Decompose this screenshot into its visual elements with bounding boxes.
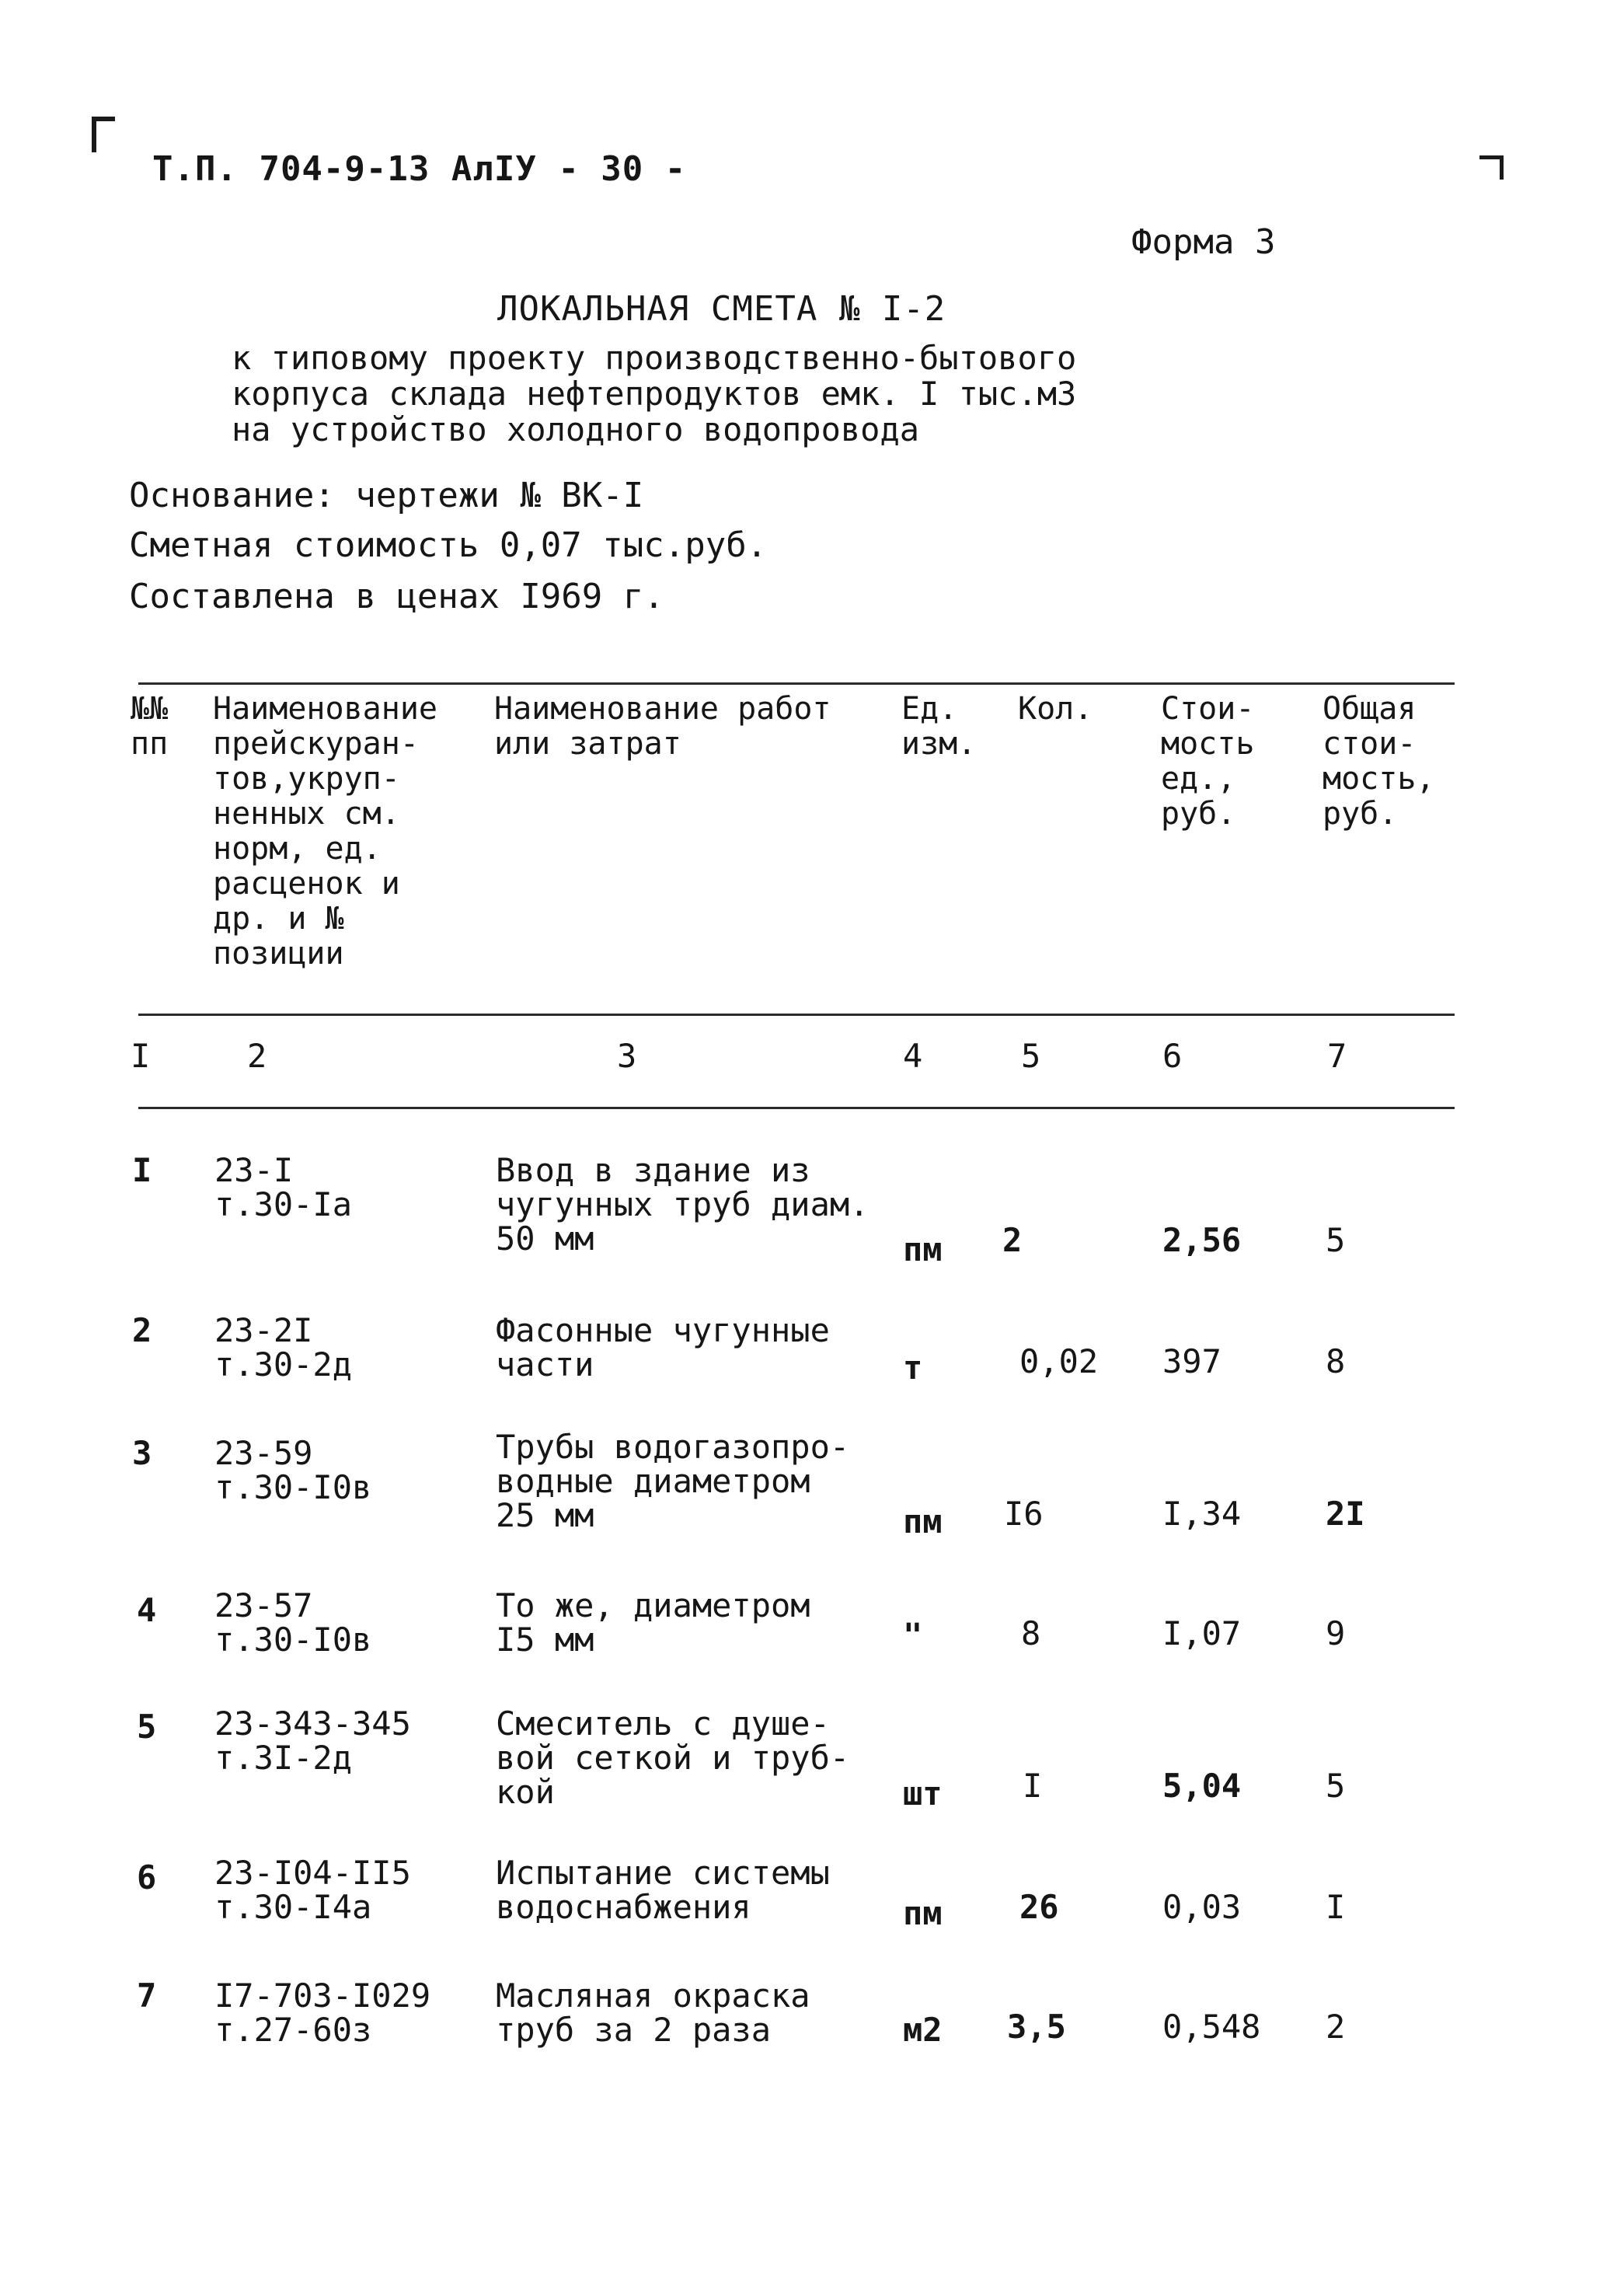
row-number: 3 bbox=[132, 1434, 152, 1472]
price-list-code: 23-2I т.30-2д bbox=[214, 1311, 353, 1384]
unit-cost: 0,03 bbox=[1162, 1888, 1242, 1926]
unit: м2 bbox=[903, 2011, 943, 2049]
total-cost: 5 bbox=[1326, 1221, 1346, 1259]
header-unit: Ед. изм. bbox=[901, 691, 977, 762]
column-number: 5 bbox=[1021, 1037, 1041, 1075]
unit-cost: 0,548 bbox=[1162, 2008, 1261, 2046]
unit-cost: 5,04 bbox=[1162, 1767, 1242, 1805]
document-subtitle bbox=[232, 340, 1076, 448]
row-number: I bbox=[132, 1151, 152, 1189]
document-title: ЛОКАЛЬНАЯ СМЕТА № I-2 bbox=[497, 289, 946, 329]
column-number: 4 bbox=[903, 1037, 923, 1075]
basis-line: Основание: чертежи № ВК-I bbox=[129, 476, 644, 515]
quantity: I6 bbox=[1004, 1495, 1044, 1533]
column-number: 7 bbox=[1327, 1037, 1347, 1075]
work-name: То же, диаметром I5 мм bbox=[496, 1586, 810, 1659]
quantity: 3,5 bbox=[1007, 2008, 1066, 2046]
price-level-line: Составлена в ценах I969 г. bbox=[129, 577, 664, 616]
header-bottom-rule bbox=[138, 1014, 1455, 1016]
unit: пм bbox=[903, 1502, 943, 1541]
subtitle-line: к типовому проекту производственно-бытового bbox=[232, 339, 1077, 377]
table-top-rule bbox=[138, 682, 1455, 685]
unit-cost: I,07 bbox=[1162, 1614, 1242, 1652]
unit: " bbox=[903, 1616, 923, 1654]
work-name: Ввод в здание из чугунных труб диам. 50 мм bbox=[496, 1151, 869, 1258]
total-cost: 5 bbox=[1326, 1767, 1346, 1805]
header-total-cost: Общая стои- мость, руб. bbox=[1323, 691, 1435, 832]
estimated-cost-line: Сметная стоимость 0,07 тыс.руб. bbox=[129, 525, 768, 565]
header-quantity: Кол. bbox=[1018, 691, 1093, 727]
subtitle-line: корпуса склада нефтепродуктов емк. I тыс.м3 bbox=[232, 375, 1077, 413]
header-unit-cost: Стои- мость ед., руб. bbox=[1161, 691, 1255, 832]
unit-cost: 397 bbox=[1162, 1342, 1221, 1380]
total-cost: 8 bbox=[1326, 1342, 1346, 1380]
corner-mark-top-left bbox=[92, 117, 115, 152]
row-number: 5 bbox=[137, 1708, 157, 1746]
price-list-code: 23-57 т.30-I0в bbox=[214, 1586, 372, 1659]
column-numbers-rule bbox=[138, 1107, 1455, 1109]
quantity: 0,02 bbox=[1019, 1342, 1099, 1380]
work-name: Смеситель с душе- вой сеткой и труб- кой bbox=[496, 1705, 850, 1811]
quantity: 26 bbox=[1019, 1888, 1059, 1926]
subtitle-line: на устройство холодного водопровода bbox=[232, 410, 920, 448]
document-header: Т.П. 704-9-13 АлIУ - 30 - bbox=[152, 149, 687, 189]
total-cost: 2 bbox=[1326, 2008, 1346, 2046]
corner-mark-top-right bbox=[1479, 155, 1504, 180]
price-list-code: 23-I т.30-Iа bbox=[214, 1151, 353, 1223]
total-cost: 2I bbox=[1326, 1495, 1365, 1533]
unit: т bbox=[903, 1349, 923, 1387]
price-list-code: 23-59 т.30-I0в bbox=[214, 1434, 372, 1506]
quantity: I bbox=[1023, 1767, 1043, 1805]
quantity: 2 bbox=[1002, 1221, 1023, 1259]
row-number: 6 bbox=[137, 1858, 157, 1896]
price-list-code: I7-703-I029 т.27-60з bbox=[214, 1977, 431, 2049]
column-number: 3 bbox=[617, 1037, 637, 1075]
work-name: Испытание системы водоснабжения bbox=[496, 1854, 830, 1926]
work-name: Фасонные чугунные части bbox=[496, 1311, 830, 1384]
header-price-list: Наименование прейскуран- тов,укруп- ненных см. норм, ед. расценок и др. и № позиции bbox=[213, 691, 437, 972]
header-work-name: Наименование работ или затрат bbox=[494, 691, 831, 762]
column-number: 2 bbox=[247, 1037, 267, 1075]
unit: шт bbox=[903, 1774, 943, 1813]
quantity: 8 bbox=[1021, 1614, 1041, 1652]
column-number: 6 bbox=[1162, 1037, 1183, 1075]
row-number: 2 bbox=[132, 1311, 152, 1349]
work-name: Масляная окраска труб за 2 раза bbox=[496, 1977, 810, 2049]
unit-cost: I,34 bbox=[1162, 1495, 1242, 1533]
unit: пм bbox=[903, 1230, 943, 1268]
total-cost: 9 bbox=[1326, 1614, 1346, 1652]
row-number: 4 bbox=[137, 1591, 157, 1629]
unit: пм bbox=[903, 1894, 943, 1932]
work-name: Трубы водогазопро- водные диаметром 25 мм bbox=[496, 1428, 850, 1534]
header-row-number: №№ пп bbox=[131, 691, 169, 762]
unit-cost: 2,56 bbox=[1162, 1221, 1242, 1259]
price-list-code: 23-343-345 т.3I-2д bbox=[214, 1705, 411, 1777]
column-number: I bbox=[131, 1037, 151, 1075]
form-label: Форма 3 bbox=[1131, 222, 1276, 262]
price-list-code: 23-I04-II5 т.30-I4а bbox=[214, 1854, 411, 1926]
total-cost: I bbox=[1326, 1888, 1346, 1926]
row-number: 7 bbox=[137, 1977, 157, 2015]
